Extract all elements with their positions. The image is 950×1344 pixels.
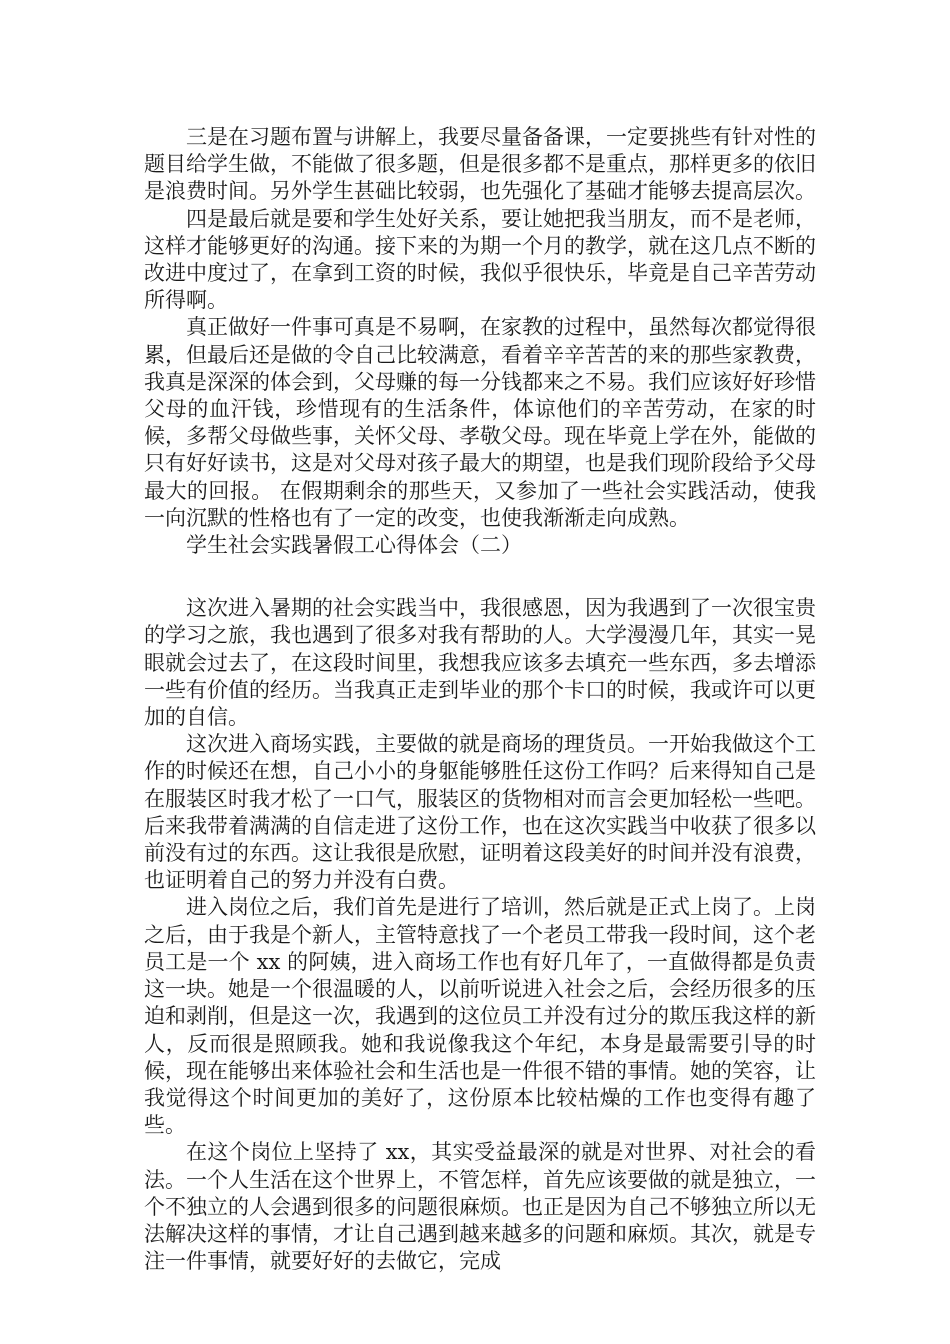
blank-line	[144, 559, 816, 595]
paragraph-2: 四是最后就是要和学生处好关系，要让她把我当朋友，而不是老师，这样才能够更好的沟通。接下来的为期一个月的教学，就在这几点不断的改进中度过了，在拿到工资的时候，我似乎很快乐，毕竟是自己辛苦劳动所得啊。	[144, 206, 816, 313]
document-page	[144, 124, 816, 1275]
paragraph-1: 三是在习题布置与讲解上，我要尽量备备课，一定要挑些有针对性的题目给学生做，不能做了很多题，但是很多都不是重点，那样更多的依旧是浪费时间。另外学生甚础比较弱，也先强化了基础才能够去提高层次。	[144, 125, 816, 204]
paragraph-3: 真正做好一件事可真是不易啊，在家教的过程中，虽然每次都觉得很累，但最后还是做的令自己比较满意，看着辛辛苦苦的来的那些家教费，我真是深深的体会到，父母赚的每一分钱都来之不易。我们应该好好珍惜父母的血汗钱，珍惜现有的生活条件，体谅他们的辛苦劳动，在家的时候，多帮父母做些事，关怀父母、孝敬父母。现在毕竟上学在外，能做的只有好好读书，这是对父母对孩子最大的期望，也是我们现阶段给予父母最大的回报。 在假期剩余的那些天，又参加了一些社会实践活动，使我一向沉默的性格也有了一定的改变，也使我渐渐走向成熟。	[144, 315, 816, 530]
paragraph-6: 进入岗位之后，我们首先是进行了培训，然后就是正式上岗了。上岗之后，由于我是个新人，主管特意找了一个老员工带我一段时间，这个老员工是一个 xx 的阿姨，进入商场工作也有好几年了，一直做得都是负责这一块。她是一个很温暖的人，以前听说进入社会之后，会经历很多的压迫和剥削，但是这一次，我遇到的这位员工并没有过分的欺压我这样的新人，反而很是照顾我。她和我说像我这个年纪，本身是最需要引导的时候，现在能够出来体验社会和生活也是一件很不错的事情。她的笑容，让我觉得这个时间更加的美好了，这份原本比较枯燥的工作也变得有趣了些。	[144, 895, 816, 1138]
paragraph-5: 这次进入商场实践，主要做的就是商场的理货员。一开始我做这个工作的时候还在想，自己小小的身躯能够胜任这份工作吗？后来得知自己是在服装区时我才松了一口气，服装区的货物相对而言会更加轻松一些吧。后来我带着满满的自信走进了这份工作，也在这次实践当中收获了很多以前没有过的东西。这让我很是欣慰，证明着这段美好的时间并没有浪费，也证明着自己的努力并没有白费。	[144, 732, 816, 893]
section-heading: 学生社会实践暑假工心得体会（二）	[186, 533, 522, 558]
paragraph-4: 这次进入暑期的社会实践当中，我很感恩，因为我遇到了一次很宝贵的学习之旅，我也遇到了很多对我有帮助的人。大学漫漫几年，其实一晃眼就会过去了，在这段时间里，我想我应该多去填充一些东西，多去增添一些有价值的经历。当我真正走到毕业的那个卡口的时候，我或许可以更加的自信。	[144, 596, 816, 730]
paragraph-7: 在这个岗位上坚持了 xx，其实受益最深的就是对世界、对社会的看法。一个人生活在这个世界上，不管怎样，首先应该要做的就是独立，一个不独立的人会遇到很多的问题很麻烦。也正是因为自己不够独立所以无法解决这样的事情，才让自己遇到越来越多的问题和麻烦。其次，就是专注一件事情，就要好好的去做它，完成	[144, 1140, 816, 1274]
